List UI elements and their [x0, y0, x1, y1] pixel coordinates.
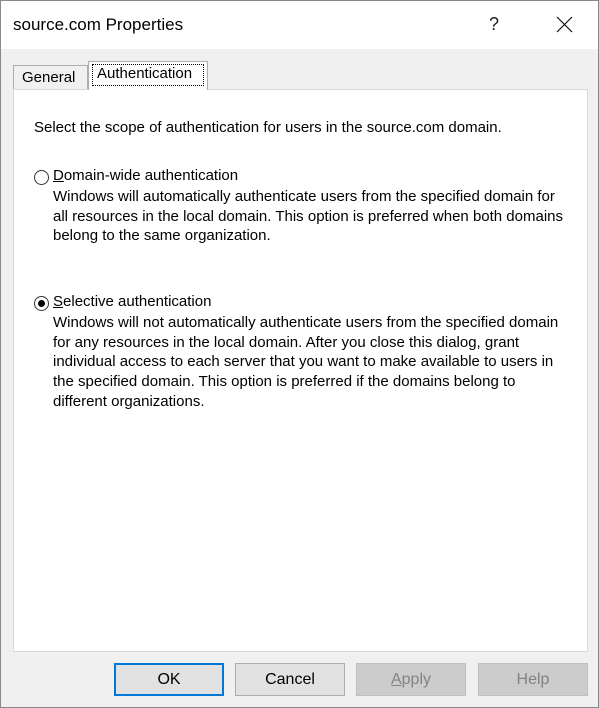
close-button[interactable]	[542, 1, 588, 49]
title-bar	[1, 1, 598, 49]
selective-description: Windows will not automatically authenticate users from the specified domain for any resources in the local domain. After you close this dialog, grant individual access to each server that you want to make available to users in the specified domain. This option is preferred if the domains belong to different organizations.	[53, 314, 559, 410]
apply-button[interactable]: Apply	[356, 663, 466, 696]
domain-wide-radio[interactable]	[34, 170, 49, 185]
tab-authentication[interactable]	[88, 61, 208, 90]
selective-label[interactable]: Selective authentication	[53, 293, 212, 310]
close-icon	[556, 16, 573, 33]
selective-radio[interactable]	[34, 296, 49, 311]
help-title-button[interactable]: ?	[488, 14, 499, 34]
tab-authentication-label: Authentication	[97, 65, 193, 82]
ok-button[interactable]: OK	[114, 663, 224, 696]
domain-wide-label[interactable]: Domain-wide authentication	[53, 167, 239, 184]
window-title: source.com Properties	[13, 15, 184, 34]
domain-wide-description: Windows will automatically authenticate users from the specified domain for all resources in the local domain. This option is preferred when both domains belong to the same organization.	[53, 188, 563, 245]
focus-rectangle	[92, 64, 204, 86]
intro-text: Select the scope of authentication for users in the source.com domain.	[34, 119, 502, 136]
tab-general[interactable]: General	[13, 65, 88, 90]
authentication-panel	[13, 89, 588, 652]
radio-selected-dot	[38, 300, 45, 307]
cancel-button[interactable]: Cancel	[235, 663, 345, 696]
help-button[interactable]: Help	[478, 663, 588, 696]
